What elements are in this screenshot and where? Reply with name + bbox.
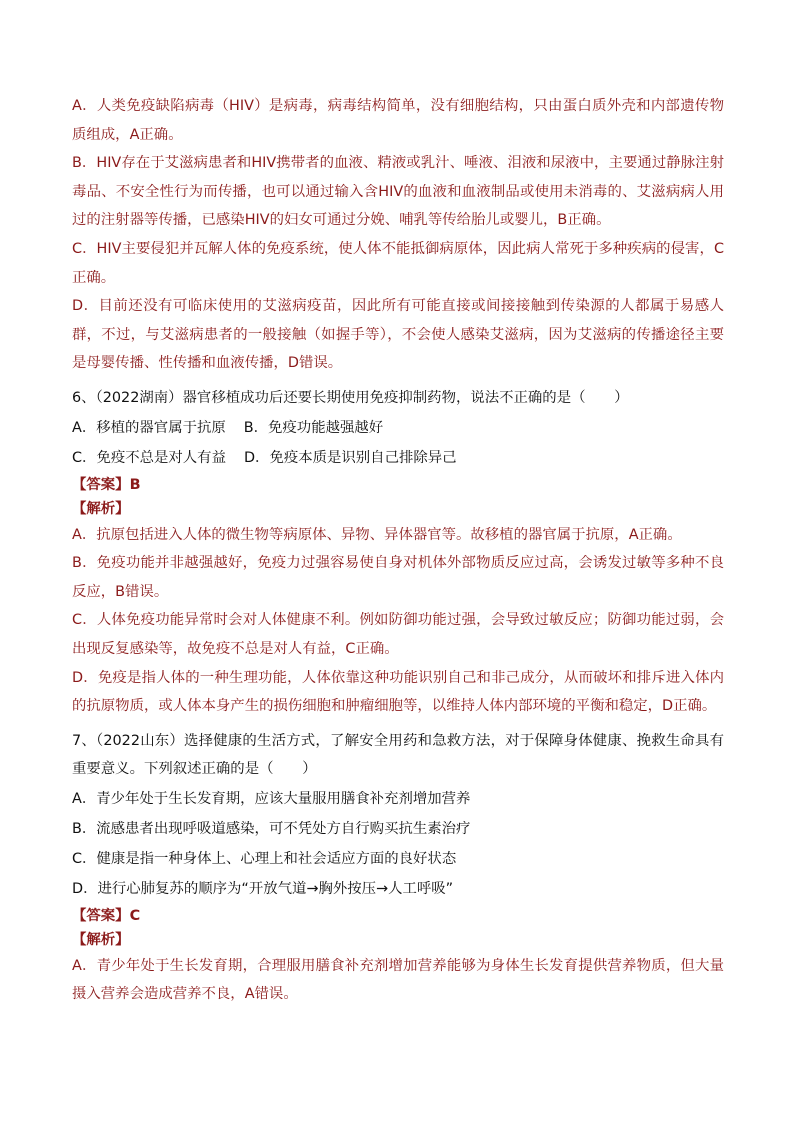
answer-label: 【答案】B (72, 476, 141, 493)
analysis-line: D．目前还没有可临床使用的艾滋病疫苗，因此所有可能直接或间接接触到传染源的人都属于易感人群，不过，与艾滋病患者的一般接触（如握手等），不会使人感染艾滋病，因为艾滋病的传播途径主要是母婴传播、性传播和血液传播，D错误。 (72, 298, 724, 372)
analysis-line: A．青少年处于生长发育期，合理服用膳食补充剂增加营养能够为身体生长发育提供营养物质，但大量摄入营养会造成营养不良，A错误。 (72, 957, 724, 1003)
option-b: B．流感患者出现呼吸道感染，可不凭处方自行购买抗生素治疗 (72, 820, 471, 837)
question-7 (72, 727, 724, 1009)
answer-label: 【答案】C (72, 907, 141, 924)
analysis-line: B．HIV存在于艾滋病患者和HIV携带者的血液、精液或乳汁、唾液、泪液和尿液中，主要通过静脉注射毒品、不安全性行为而传播，也可以通过输入含HIV的血液和血液制品或使用未消毒的、艾滋病病人用过的注射器等传播，已感染HIV的妇女可通过分娩、哺乳等传给胎儿或婴儿，B正确。 (72, 155, 724, 229)
option-a: A．青少年处于生长发育期，应该大量服用膳食补充剂增加营养 (72, 790, 471, 807)
option-row (72, 413, 724, 443)
option-b: B．免疫功能越强越好 (243, 419, 384, 436)
option-d: D．免疫本质是识别自己排除异己 (243, 449, 457, 466)
question-stem: 7、（2022山东）选择健康的生活方式，了解安全用药和急救方法，对于保障身体健康、挽救生命具有重要意义。下列叙述正确的是（ ） (72, 732, 724, 778)
analysis-block-q5 (72, 92, 724, 378)
option-c: C．健康是指一种身体上、心理上和社会适应方面的良好状态 (72, 850, 457, 867)
option-a: A．移植的器官属于抗原 (72, 419, 226, 436)
analysis-line: A．抗原包括进入人体的微生物等病原体、异物、异体器官等。故移植的器官属于抗原，A正确。 (72, 526, 682, 543)
analysis-line: C．人体免疫功能异常时会对人体健康不利。例如防御功能过强，会导致过敏反应；防御功能过弱，会出现反复感染等，故免疫不总是对人有益，C正确。 (72, 612, 724, 657)
analysis-line: D．免疫是指人体的一种生理功能，人体依靠这种功能识别自己和非己成分，从而破坏和排斥进入体内的抗原物质，或人体本身产生的损伤细胞和肿瘤细胞等，以维持人体内部环境的平衡和稳定，D正确。 (72, 669, 724, 715)
analysis-label: 【解析】 (72, 500, 130, 517)
option-row (72, 443, 724, 473)
analysis-line: C．HIV主要侵犯并瓦解人体的免疫系统，使人体不能抵御病原体，因此病人常死于多种疾病的侵害，C正确。 (72, 240, 724, 286)
document-content (72, 92, 724, 1009)
analysis-line: A．人类免疫缺陷病毒（HIV）是病毒，病毒结构简单，没有细胞结构，只由蛋白质外壳和内部遗传物质组成，A正确。 (72, 98, 724, 143)
option-c: C．免疫不总是对人有益 (72, 449, 226, 466)
option-d: D．进行心肺复苏的顺序为“开放气道→胸外按压→人工呼吸” (72, 880, 454, 897)
analysis-line: B．免疫功能并非越强越好，免疫力过强容易使自身对机体外部物质反应过高，会诱发过敏等多种不良反应，B错误。 (72, 555, 724, 600)
analysis-label: 【解析】 (72, 931, 130, 948)
question-6 (72, 384, 724, 721)
question-stem: 6、（2022湖南）器官移植成功后还要长期使用免疫抑制药物，说法不正确的是（ ） (72, 389, 629, 406)
